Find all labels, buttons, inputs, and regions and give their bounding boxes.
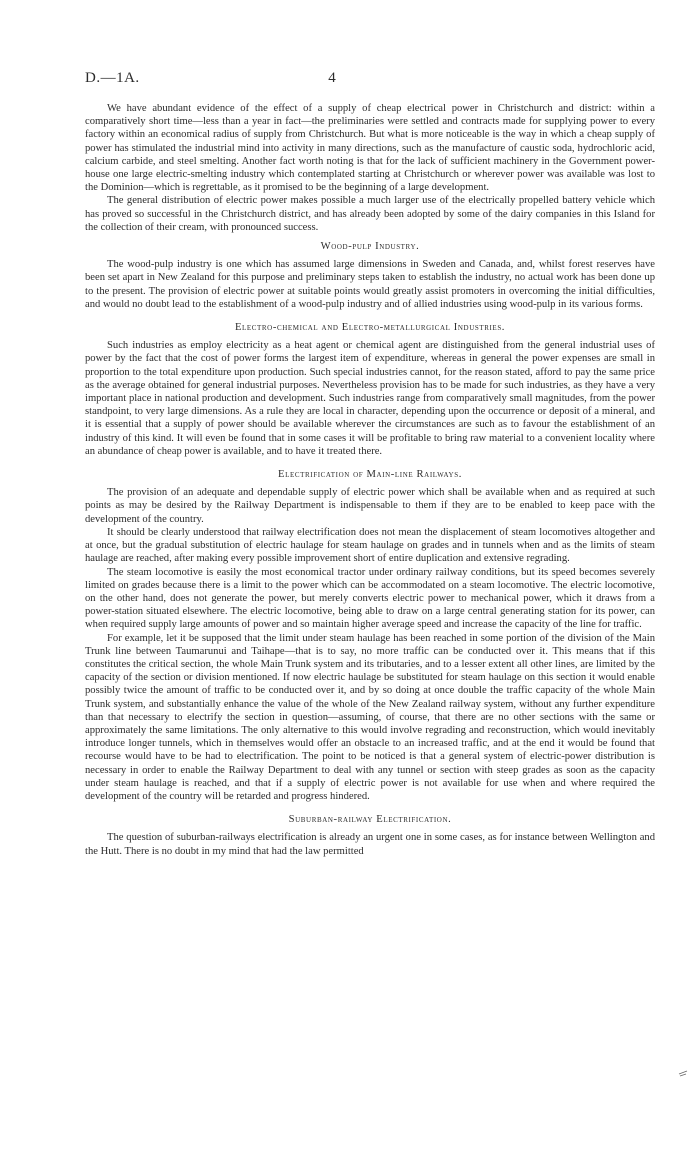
page-number: 4 [328,70,336,86]
body-text [85,102,655,858]
paragraph-battery-vehicles: The general distribution of electric power makes possible a much larger use of the electrically propelled battery vehicle which has proved so successful in the Christchurch district, and has already been adopted by some of the dairy companies in this Island for the collection of their cream, with pronounced success. [85,195,655,233]
heading-electro-chemical: Electro-chemical and Electro-metallurgical Industries. [234,322,506,334]
margin-pen-mark [678,1069,688,1077]
heading-wood-pulp: Wood-pulp Industry. [320,241,420,253]
paragraph-wood-pulp: The wood-pulp industry is one which has assumed large dimensions in Sweden and Canada, and, whilst forest reserves have been set apart in New Zealand for this purpose and preliminary steps taken to establish the industry, no actual work has been done up to the present. The provision of electric power at suitable points would greatly assist promoters in overcoming the initial difficulties, and would no doubt lead to the establishment of a wood-pulp industry and of allied industries using wood-pulp in its various forms. [85,259,655,310]
heading-suburban-railway: Suburban-railway Electrification. [288,814,452,826]
paragraph-christchurch-evidence: We have abundant evidence of the effect of a supply of cheap electrical power in Christchurch and district: within a comparatively short time—less than a year in fact—the preliminaries were settled and contracts made for supplying power to every factory within an economical radius of supply from Christchurch. But what is more noticeable is the way in which a cheap supply of power has stimulated the industrial mind into activity in many directions, such as the manufacture of caustic soda, hydrochloric acid, calcium carbide, and steel smelting. Another fact worth noting is that for the lack of sufficient machinery in the Government power-house one large electric-smelting industry which contemplated starting at Christchurch or wherever power was available was lost to the Dominion—which is regrettable, as it promised to be the beginning of a large development. [85,103,655,194]
paragraph-main-trunk-example: For example, let it be supposed that the limit under steam haulage has been reached in some portion of the division of the Main Trunk line between Taumarunui and Taihape—that is to say, no more traffic can be conducted over it. This means that if this constitutes the critical section, the whole Main Trunk system and its tributaries, and to a lesser extent all other lines, are limited by the capacity of the section or division mentioned. If now electric haulage be substituted for steam haulage on this section it would enable possibly twice the amount of traffic to be conducted over it, and by so doing at once double the traffic capacity of the whole Main Trunk system, and substantially enhance the value of the whole of the New Zealand railway system, without any further expenditure than that necessary to electrify the section in question—assuming, of course, that there are no other sections with the same or approximately the same limitations. The only alternative to this would involve regrading and reconstruction, which would inevitably introduce longer tunnels, which in themselves would offer an obstacle to an increased traffic, and at the end it would be found that recourse would have to be had to electrification. The point to be noticed is that a general system of electric-power distribution is necessary in order to enable the Railway Department to deal with any tunnel or section with steep grades as soon as the capacity under steam haulage is reached, and that if a supply of electric power is not available for use when and where required the development of the country will be retarded and progress hindered. [85,632,655,802]
paragraph-steam-locomotive: The steam locomotive is easily the most economical tractor under ordinary railway conditions, but its speed becomes severely limited on grades because there is a limit to the power which can be accommodated on a steam locomotive. The electric locomotive, on the other hand, does not generate the power, but merely converts electric power to mechanical power, which it draws from a power-station situated elsewhere. The electric locomotive, being able to draw on a large central generating station for its power, can when required supply large amounts of power and so maintain higher average speed and increase the capacity of the line for traffic. [85,566,655,631]
paragraph-power-provision: The provision of an adequate and dependable supply of electric power which shall be available when and as required at such points as may be desired by the Railway Department is indispensable to them if they are to be enabled to keep pace with the development of the country. [85,487,655,525]
document-reference: D.—1A. [85,70,140,86]
page-header [85,70,655,90]
paragraph-suburban-railways: The question of suburban-railways electrification is already an urgent one in some cases, as for instance between Wellington and the Hutt. There is no doubt in my mind that had the law permitted [85,832,655,857]
heading-main-line-railways: Electrification of Main-line Railways. [278,469,462,481]
paragraph-gradual-substitution: It should be clearly understood that railway electrification does not mean the displacement of steam locomotives altogether and at once, but the gradual substitution of electric haulage for steam haulage on grades and in tunnels when and as the limits of steam haulage are reached, after making every possible improvement short of entire duplication and extensive regrading. [85,526,655,565]
paragraph-electro-chemical: Such industries as employ electricity as a heat agent or chemical agent are distinguished from the general industrial uses of power by the fact that the cost of power forms the largest item of expenditure, whereas in general the power expenses are small in proportion to the total expenditure upon production. Such special industries cannot, for the reason stated, afford to pay the same price as the average obtained for general industrial purposes. Nevertheless provision has to be made for such industries, as they have a very important place in national production and development. Such industries range from comparatively small magnitudes, from the power standpoint, to very large dimensions. As a rule they are local in character, depending upon the occurrence or deposit of a mineral, and it is essential that a supply of power should be available wherever the circumstances are such as to favour the establishment of an industry of this kind. It will even be found that in some cases it will be profitable to bring raw material to a convenient locality where an abundance of cheap power is available, and to have it treated there. [85,340,655,457]
